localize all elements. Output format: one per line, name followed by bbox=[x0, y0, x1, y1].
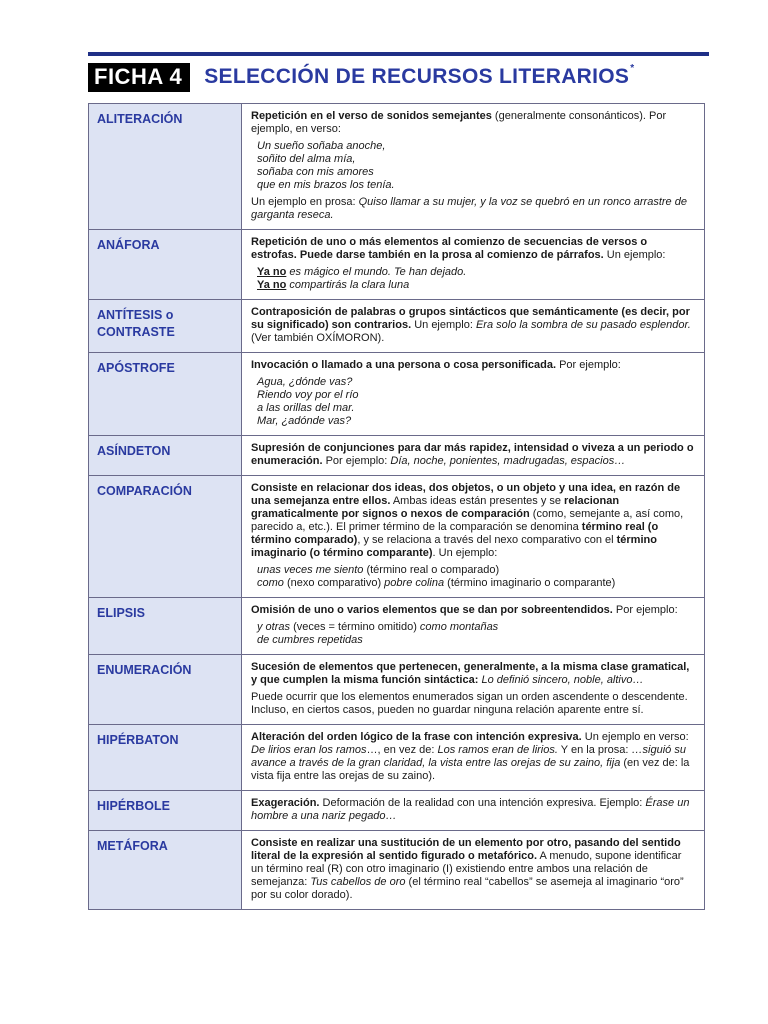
text-segment: Contraposición de palabras o grupos sintácticos que semánticamente (es decir, por su significado) son contrarios. bbox=[251, 306, 690, 331]
text-segment: Día, noche, ponientes, madrugadas, espacios… bbox=[390, 455, 626, 467]
text-segment: De lirios eran los ramos bbox=[251, 744, 367, 756]
example-line bbox=[257, 279, 696, 292]
text-segment: Puede ocurrir que los elementos enumerados sigan un orden ascendente o descendente. Incluso, en ciertos casos, pueden no guardar ninguna relación aparente entre sí. bbox=[251, 691, 688, 716]
text-segment: compartirás la clara luna bbox=[286, 279, 410, 291]
text-segment: Sucesión de elementos que pertenecen, generalmente, a la misma clase gramatical, y que cumplen la misma función sintáctica: bbox=[251, 661, 690, 686]
term-cell bbox=[89, 791, 242, 831]
text-segment: Un ejemplo en prosa: bbox=[251, 196, 359, 208]
definition-cell bbox=[242, 725, 705, 791]
term-label: ANTÍTESIS o bbox=[97, 308, 174, 322]
table-row-metafora bbox=[89, 831, 705, 910]
text-segment: relacionan gramaticalmente por signos o nexos de comparación bbox=[251, 495, 620, 520]
text-segment: unas veces me siento bbox=[257, 564, 364, 576]
text-segment: Y en la prosa: bbox=[557, 744, 632, 756]
definition-cell bbox=[242, 104, 705, 230]
term-label: ASÍNDETON bbox=[97, 444, 171, 458]
text-segment: soñito del alma mía, bbox=[257, 153, 356, 165]
definition-cell bbox=[242, 300, 705, 353]
text-segment: …siguió su avance a través de la gran claridad, la vista entre las orejas de su zaino, fija bbox=[251, 744, 686, 769]
text-segment: A menudo, supone identificar un término real (R) con otro imaginario (I) existiendo entre ambos una relación de semejanza: bbox=[251, 850, 682, 888]
text-segment: Agua, ¿dónde vas? bbox=[257, 376, 353, 388]
text-segment: (nexo comparativo) bbox=[283, 577, 385, 589]
text-segment: (veces = término omitido) bbox=[290, 621, 420, 633]
page-title-text: SELECCIÓN DE RECURSOS LITERARIOS bbox=[204, 65, 630, 88]
term-label: APÓSTROFE bbox=[97, 361, 175, 375]
definition-paragraph bbox=[251, 661, 696, 687]
definition-cell bbox=[242, 230, 705, 300]
text-segment: (como, semejante a, así como, parecido a, etc.). El primer término de la comparación se denomina bbox=[251, 508, 684, 533]
text-segment: es mágico el mundo. Te han dejado. bbox=[286, 266, 467, 278]
text-segment: soñaba con mis amores bbox=[257, 166, 374, 178]
definition-paragraph bbox=[251, 797, 696, 823]
table-body bbox=[89, 104, 705, 910]
text-segment: (término imaginario o comparante) bbox=[444, 577, 616, 589]
example-line bbox=[257, 634, 696, 647]
text-segment: Un ejemplo en verso: bbox=[581, 731, 689, 743]
text-segment: término real (o término comparado) bbox=[251, 521, 659, 546]
example-line bbox=[257, 140, 696, 153]
definition-cell bbox=[242, 831, 705, 910]
text-segment: , y se relaciona a través del nexo comparativo con el bbox=[357, 534, 617, 546]
text-segment: Ambas ideas están presentes y se bbox=[390, 495, 565, 507]
ficha-label: FICHA 4 bbox=[88, 63, 190, 92]
definition-paragraph bbox=[251, 604, 696, 617]
page-title bbox=[204, 65, 634, 89]
table-row-asindeton bbox=[89, 436, 705, 476]
text-segment: Omisión de uno o varios elementos que se dan por sobreentendidos. bbox=[251, 604, 613, 616]
definition-paragraph bbox=[251, 359, 696, 372]
text-segment: Invocación o llamado a una persona o cosa personificada. bbox=[251, 359, 557, 371]
text-segment: (generalmente consonánticos). Por ejemplo, en verso: bbox=[251, 110, 667, 135]
text-segment: Repetición en el verso de sonidos semejantes bbox=[251, 110, 492, 122]
example-line bbox=[257, 153, 696, 166]
text-segment: Riendo voy por el río bbox=[257, 389, 359, 401]
text-segment: Por ejemplo: bbox=[556, 359, 621, 371]
table-row-apostrofe bbox=[89, 353, 705, 436]
text-segment: (término real o comparado) bbox=[363, 564, 500, 576]
text-segment: Era solo la sombra de su pasado esplendor. bbox=[475, 319, 691, 331]
text-segment: Consiste en realizar una sustitución de un elemento por otro, pasando del sentido literal de la expresión al sentido figurado o metafórico. bbox=[251, 837, 681, 862]
text-segment: Lo definió sincero, noble, altivo… bbox=[481, 674, 644, 686]
term-cell bbox=[89, 598, 242, 655]
text-segment: Mar, ¿adónde vas? bbox=[257, 415, 352, 427]
example-line bbox=[257, 564, 696, 577]
title-footnote-mark: * bbox=[630, 63, 635, 74]
text-segment: (el término real “cabellos” se asemeja al imaginario “oro” por su color dorado). bbox=[251, 876, 684, 901]
example-line bbox=[257, 577, 696, 590]
definition-paragraph bbox=[251, 442, 696, 468]
table-row-hiperbole bbox=[89, 791, 705, 831]
example-line bbox=[257, 266, 696, 279]
example-line bbox=[257, 402, 696, 415]
text-segment: Por ejemplo: bbox=[612, 604, 678, 616]
term-cell bbox=[89, 104, 242, 230]
text-segment: Exageración. bbox=[251, 797, 320, 809]
example-block bbox=[251, 140, 696, 192]
term-label: METÁFORA bbox=[97, 839, 168, 853]
example-block bbox=[251, 564, 696, 590]
text-segment: (Ver también OXÍMORON). bbox=[251, 332, 385, 344]
example-line bbox=[257, 166, 696, 179]
table-row-enumeracion bbox=[89, 655, 705, 725]
table-row-hiperbaton bbox=[89, 725, 705, 791]
term-cell bbox=[89, 655, 242, 725]
text-segment: …, en vez de: bbox=[366, 744, 438, 756]
text-segment: . Un ejemplo: bbox=[432, 547, 498, 559]
literary-devices-table bbox=[88, 103, 705, 910]
definition-paragraph bbox=[251, 306, 696, 345]
term-cell bbox=[89, 831, 242, 910]
page-header bbox=[88, 62, 709, 92]
example-line bbox=[257, 389, 696, 402]
text-segment: Los ramos eran de lirios. bbox=[437, 744, 558, 756]
text-segment: Por ejemplo: bbox=[322, 455, 391, 467]
text-segment: (en vez de: la vista fija entre las orejas de su zaino). bbox=[251, 757, 690, 782]
example-block bbox=[251, 266, 696, 292]
definition-cell bbox=[242, 353, 705, 436]
term-label: ELIPSIS bbox=[97, 606, 145, 620]
text-segment: Repetición de uno o más elementos al comienzo de secuencias de versos o estrofas. Puede darse también en la prosa al comienzo de párrafos. bbox=[251, 236, 648, 261]
definition-paragraph bbox=[251, 196, 696, 222]
example-block bbox=[251, 621, 696, 647]
term-label: ALITERACIÓN bbox=[97, 112, 183, 126]
table-row-aliteracion bbox=[89, 104, 705, 230]
definition-cell bbox=[242, 598, 705, 655]
example-line bbox=[257, 376, 696, 389]
text-segment: Quiso llamar a su mujer, y la voz se quebró en un ronco arrastre de garganta reseca. bbox=[251, 196, 687, 221]
definition-paragraph bbox=[251, 482, 696, 560]
term-label: COMPARACIÓN bbox=[97, 484, 192, 498]
table-row-antitesis-o-contraste bbox=[89, 300, 705, 353]
text-segment: Supresión de conjunciones para dar más rapidez, intensidad o viveza a un periodo o enumeración. bbox=[251, 442, 694, 467]
text-segment: a las orillas del mar. bbox=[257, 402, 355, 414]
table-row-comparacion bbox=[89, 476, 705, 598]
text-segment: como bbox=[257, 577, 284, 589]
text-segment: Un ejemplo: bbox=[603, 249, 666, 261]
example-line bbox=[257, 179, 696, 192]
term-cell bbox=[89, 476, 242, 598]
definition-cell bbox=[242, 655, 705, 725]
text-segment: de cumbres repetidas bbox=[257, 634, 363, 646]
term-cell bbox=[89, 353, 242, 436]
definition-paragraph bbox=[251, 236, 696, 262]
text-segment: término imaginario (o término comparante) bbox=[251, 534, 657, 559]
term-cell bbox=[89, 725, 242, 791]
term-label: HIPÉRBOLE bbox=[97, 799, 170, 813]
text-segment: Érase un hombre a una nariz pegado… bbox=[251, 797, 690, 822]
definition-paragraph bbox=[251, 110, 696, 136]
example-line bbox=[257, 415, 696, 428]
text-segment: Ya no bbox=[257, 279, 287, 291]
text-segment: Consiste en relacionar dos ideas, dos objetos, o un objeto y una idea, en razón de una semejanza entre ellos. bbox=[251, 482, 681, 507]
term-label: CONTRASTE bbox=[97, 325, 175, 339]
text-segment: Tus cabellos de oro bbox=[310, 876, 406, 888]
text-segment: Ya no bbox=[257, 266, 287, 278]
definition-cell bbox=[242, 436, 705, 476]
text-segment: y otras bbox=[257, 621, 291, 633]
definition-paragraph bbox=[251, 731, 696, 783]
example-block bbox=[251, 376, 696, 428]
term-cell bbox=[89, 436, 242, 476]
term-label: ENUMERACIÓN bbox=[97, 663, 192, 677]
term-label: HIPÉRBATON bbox=[97, 733, 179, 747]
definition-paragraph bbox=[251, 837, 696, 902]
header-rule bbox=[88, 52, 709, 56]
term-label: ANÁFORA bbox=[97, 238, 160, 252]
text-segment: Deformación de la realidad con una intención expresiva. Ejemplo: bbox=[319, 797, 646, 809]
definition-cell bbox=[242, 476, 705, 598]
text-segment: Alteración del orden lógico de la frase con intención expresiva. bbox=[251, 731, 582, 743]
text-segment: Un ejemplo: bbox=[411, 319, 476, 331]
text-segment: que en mis brazos los tenía. bbox=[257, 179, 395, 191]
term-cell bbox=[89, 230, 242, 300]
definition-cell bbox=[242, 791, 705, 831]
term-cell bbox=[89, 300, 242, 353]
table-row-elipsis bbox=[89, 598, 705, 655]
text-segment: Un sueño soñaba anoche, bbox=[257, 140, 386, 152]
example-line bbox=[257, 621, 696, 634]
text-segment: como montañas bbox=[419, 621, 499, 633]
definition-paragraph bbox=[251, 691, 696, 717]
table-row-anafora bbox=[89, 230, 705, 300]
text-segment: pobre colina bbox=[384, 577, 445, 589]
